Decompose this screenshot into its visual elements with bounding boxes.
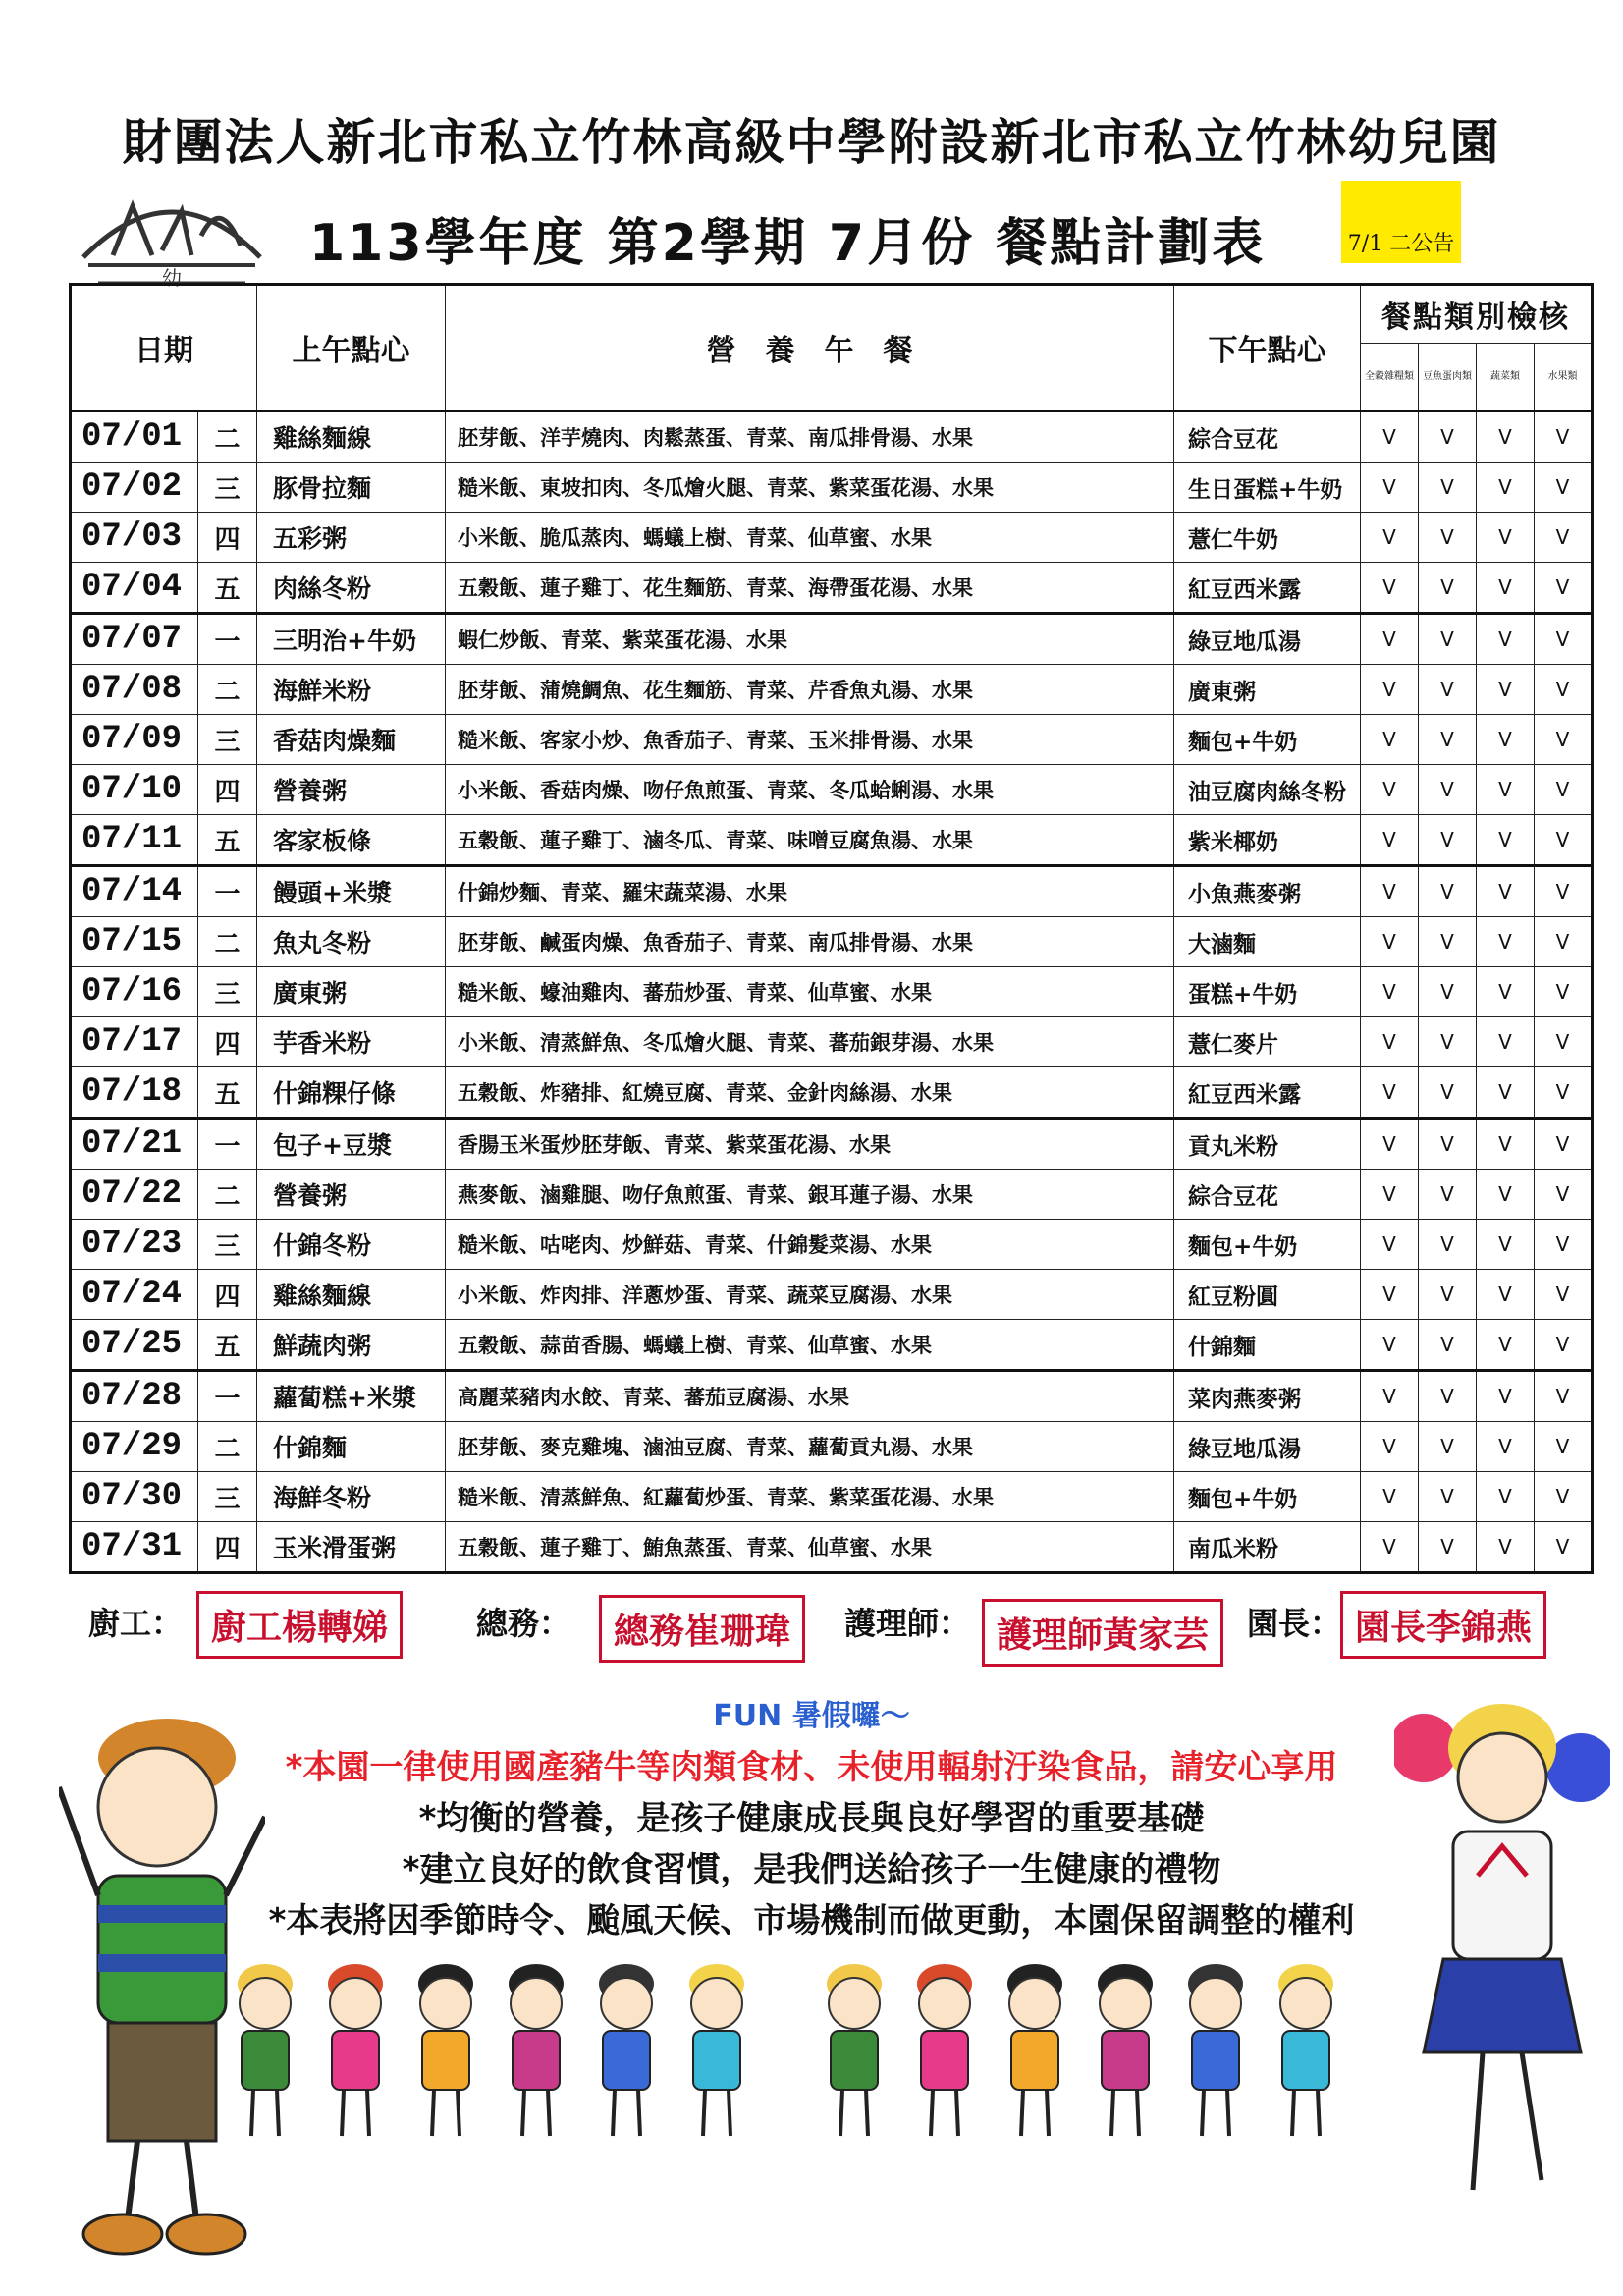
row-check-mark: V: [1361, 1067, 1419, 1119]
row-weekday: 五: [198, 815, 257, 866]
row-morning-snack: 蘿蔔糕+米漿: [257, 1371, 446, 1422]
row-morning-snack: 客家板條: [257, 815, 446, 866]
row-check-mark: V: [1477, 866, 1535, 917]
cook-label: 廚工：: [88, 1605, 184, 1642]
row-date: 07/10: [71, 765, 198, 815]
row-lunch: 胚芽飯、麥克雞塊、滷油豆腐、青菜、蘿蔔貢丸湯、水果: [446, 1422, 1174, 1472]
row-afternoon-snack: 麵包+牛奶: [1174, 715, 1361, 765]
row-check-mark: V: [1535, 1371, 1593, 1422]
child-figure: [1278, 1964, 1333, 2136]
menu-row: [71, 1472, 1593, 1522]
row-date: 07/28: [71, 1371, 198, 1422]
row-check-mark: V: [1477, 1422, 1535, 1472]
slogan-4: *本表將因季節時令、颱風天候、市場機制而做更動，本園保留調整的權利: [268, 1901, 1355, 1941]
row-afternoon-snack: 大滷麵: [1174, 917, 1361, 967]
menu-row: [71, 1270, 1593, 1320]
director-stamp: 園長李錦燕: [1340, 1591, 1546, 1659]
row-morning-snack: 廣東粥: [257, 967, 446, 1017]
row-lunch: 五穀飯、炸豬排、紅燒豆腐、青菜、金針肉絲湯、水果: [446, 1067, 1174, 1119]
menu-row: [71, 815, 1593, 866]
row-check-mark: V: [1477, 463, 1535, 513]
row-check-mark: V: [1535, 866, 1593, 917]
row-weekday: 五: [198, 1067, 257, 1119]
row-afternoon-snack: 紅豆粉圓: [1174, 1270, 1361, 1320]
row-check-mark: V: [1419, 765, 1477, 815]
row-check-mark: V: [1477, 815, 1535, 866]
row-weekday: 二: [198, 411, 257, 463]
row-weekday: 一: [198, 866, 257, 917]
row-morning-snack: 香菇肉燥麵: [257, 715, 446, 765]
row-weekday: 三: [198, 463, 257, 513]
row-check-mark: V: [1477, 1017, 1535, 1067]
row-afternoon-snack: 薏仁牛奶: [1174, 513, 1361, 563]
row-check-mark: V: [1535, 1320, 1593, 1371]
row-afternoon-snack: 綜合豆花: [1174, 1170, 1361, 1220]
row-check-mark: V: [1477, 1522, 1535, 1573]
row-check-mark: V: [1361, 1270, 1419, 1320]
row-date: 07/23: [71, 1220, 198, 1270]
row-check-mark: V: [1477, 1170, 1535, 1220]
row-weekday: 四: [198, 765, 257, 815]
row-check-mark: V: [1419, 665, 1477, 715]
row-lunch: 小米飯、清蒸鮮魚、冬瓜燴火腿、青菜、蕃茄銀芽湯、水果: [446, 1017, 1174, 1067]
row-check-mark: V: [1361, 563, 1419, 614]
child-figure: [599, 1964, 654, 2136]
row-check-mark: V: [1419, 513, 1477, 563]
row-check-mark: V: [1477, 1371, 1535, 1422]
row-lunch: 小米飯、脆瓜蒸肉、螞蟻上樹、青菜、仙草蜜、水果: [446, 513, 1174, 563]
row-check-mark: V: [1477, 1472, 1535, 1522]
admin-label: 總務：: [476, 1605, 571, 1642]
row-afternoon-snack: 廣東粥: [1174, 665, 1361, 715]
menu-table: [69, 283, 1594, 1574]
row-check-mark: V: [1477, 1270, 1535, 1320]
row-check-mark: V: [1361, 614, 1419, 665]
row-date: 07/31: [71, 1522, 198, 1573]
row-check-mark: V: [1535, 1067, 1593, 1119]
row-morning-snack: 雞絲麵線: [257, 1270, 446, 1320]
row-check-mark: V: [1361, 411, 1419, 463]
row-morning-snack: 雞絲麵線: [257, 411, 446, 463]
row-check-mark: V: [1477, 411, 1535, 463]
header-lunch: 營 養 午 餐: [446, 285, 1174, 411]
row-date: 07/17: [71, 1017, 198, 1067]
row-afternoon-snack: 紅豆西米露: [1174, 1067, 1361, 1119]
row-check-mark: V: [1419, 1472, 1477, 1522]
child-figure: [238, 1964, 293, 2136]
row-date: 07/24: [71, 1270, 198, 1320]
row-lunch: 胚芽飯、蒲燒鯛魚、花生麵筋、青菜、芹香魚丸湯、水果: [446, 665, 1174, 715]
row-check-mark: V: [1535, 1119, 1593, 1170]
row-afternoon-snack: 麵包+牛奶: [1174, 1472, 1361, 1522]
row-weekday: 三: [198, 967, 257, 1017]
row-morning-snack: 海鮮米粉: [257, 665, 446, 715]
plan-title: 113學年度 第2學期 7月份 餐點計劃表: [309, 214, 1267, 273]
row-check-mark: V: [1535, 563, 1593, 614]
header-check-grains: 全穀雜糧類: [1361, 344, 1419, 411]
row-afternoon-snack: 綠豆地瓜湯: [1174, 1422, 1361, 1472]
row-lunch: 五穀飯、蓮子雞丁、鮪魚蒸蛋、青菜、仙草蜜、水果: [446, 1522, 1174, 1573]
row-lunch: 糙米飯、咕咾肉、炒鮮菇、青菜、什錦髮菜湯、水果: [446, 1220, 1174, 1270]
child-figure: [827, 1964, 882, 2136]
row-check-mark: V: [1419, 1422, 1477, 1472]
child-figure: [418, 1964, 473, 2136]
row-morning-snack: 鮮蔬肉粥: [257, 1320, 446, 1371]
row-check-mark: V: [1419, 1220, 1477, 1270]
row-afternoon-snack: 菜肉燕麥粥: [1174, 1371, 1361, 1422]
row-check-mark: V: [1419, 1371, 1477, 1422]
row-afternoon-snack: 什錦麵: [1174, 1320, 1361, 1371]
row-check-mark: V: [1477, 665, 1535, 715]
row-weekday: 三: [198, 715, 257, 765]
row-lunch: 糙米飯、蠔油雞肉、蕃茄炒蛋、青菜、仙草蜜、水果: [446, 967, 1174, 1017]
row-morning-snack: 三明治+牛奶: [257, 614, 446, 665]
row-check-mark: V: [1419, 1270, 1477, 1320]
row-date: 07/11: [71, 815, 198, 866]
row-afternoon-snack: 小魚燕麥粥: [1174, 866, 1361, 917]
notice-badge: 7/1 二公告: [1341, 181, 1461, 263]
row-lunch: 糙米飯、客家小炒、魚香茄子、青菜、玉米排骨湯、水果: [446, 715, 1174, 765]
row-check-mark: V: [1477, 614, 1535, 665]
row-check-mark: V: [1361, 463, 1419, 513]
row-weekday: 五: [198, 1320, 257, 1371]
row-check-mark: V: [1419, 815, 1477, 866]
row-afternoon-snack: 紫米椰奶: [1174, 815, 1361, 866]
row-date: 07/16: [71, 967, 198, 1017]
header-check-protein: 豆魚蛋肉類: [1419, 344, 1477, 411]
row-check-mark: V: [1361, 1017, 1419, 1067]
slogan-1: *本園一律使用國產豬牛等肉類食材、未使用輻射汙染食品，請安心享用: [285, 1748, 1338, 1787]
menu-row: [71, 1422, 1593, 1472]
row-morning-snack: 魚丸冬粉: [257, 917, 446, 967]
row-afternoon-snack: 薏仁麥片: [1174, 1017, 1361, 1067]
child-figure: [328, 1964, 383, 2136]
row-check-mark: V: [1419, 563, 1477, 614]
row-check-mark: V: [1419, 1170, 1477, 1220]
row-afternoon-snack: 生日蛋糕+牛奶: [1174, 463, 1361, 513]
row-check-mark: V: [1535, 765, 1593, 815]
child-figure: [917, 1964, 972, 2136]
row-check-mark: V: [1477, 1119, 1535, 1170]
row-check-mark: V: [1477, 513, 1535, 563]
row-weekday: 五: [198, 563, 257, 614]
menu-row: [71, 1320, 1593, 1371]
row-check-mark: V: [1361, 917, 1419, 967]
row-date: 07/09: [71, 715, 198, 765]
menu-row: [71, 1170, 1593, 1220]
row-check-mark: V: [1535, 614, 1593, 665]
header-check-fruit: 水果類: [1535, 344, 1593, 411]
row-check-mark: V: [1361, 665, 1419, 715]
row-check-mark: V: [1535, 411, 1593, 463]
row-check-mark: V: [1361, 1220, 1419, 1270]
signature-area: [79, 1591, 1591, 1679]
row-check-mark: V: [1419, 1320, 1477, 1371]
menu-row: [71, 1522, 1593, 1573]
row-weekday: 二: [198, 917, 257, 967]
row-date: 07/01: [71, 411, 198, 463]
row-date: 07/21: [71, 1119, 198, 1170]
menu-row: [71, 513, 1593, 563]
row-check-mark: V: [1535, 1522, 1593, 1573]
row-weekday: 四: [198, 513, 257, 563]
row-lunch: 小米飯、香菇肉燥、吻仔魚煎蛋、青菜、冬瓜蛤蜊湯、水果: [446, 765, 1174, 815]
row-check-mark: V: [1535, 665, 1593, 715]
row-date: 07/08: [71, 665, 198, 715]
row-morning-snack: 豚骨拉麵: [257, 463, 446, 513]
row-check-mark: V: [1535, 1017, 1593, 1067]
row-weekday: 三: [198, 1220, 257, 1270]
row-check-mark: V: [1361, 765, 1419, 815]
row-morning-snack: 肉絲冬粉: [257, 563, 446, 614]
row-check-mark: V: [1535, 1220, 1593, 1270]
menu-row: [71, 765, 1593, 815]
row-date: 07/22: [71, 1170, 198, 1220]
row-date: 07/30: [71, 1472, 198, 1522]
row-lunch: 蝦仁炒飯、青菜、紫菜蛋花湯、水果: [446, 614, 1174, 665]
header-morning: 上午點心: [257, 285, 446, 411]
menu-row: [71, 967, 1593, 1017]
row-weekday: 三: [198, 1472, 257, 1522]
row-date: 07/29: [71, 1422, 198, 1472]
row-weekday: 二: [198, 1170, 257, 1220]
row-check-mark: V: [1477, 967, 1535, 1017]
menu-row: [71, 917, 1593, 967]
row-lunch: 五穀飯、蓮子雞丁、花生麵筋、青菜、海帶蛋花湯、水果: [446, 563, 1174, 614]
row-afternoon-snack: 南瓜米粉: [1174, 1522, 1361, 1573]
menu-row: [71, 1119, 1593, 1170]
row-check-mark: V: [1535, 1270, 1593, 1320]
row-morning-snack: 營養粥: [257, 1170, 446, 1220]
menu-row: [71, 866, 1593, 917]
row-check-mark: V: [1535, 815, 1593, 866]
child-figure: [1188, 1964, 1243, 2136]
menu-row: [71, 614, 1593, 665]
row-check-mark: V: [1419, 917, 1477, 967]
cartoon-boy-illustration: [59, 1669, 265, 2259]
row-date: 07/25: [71, 1320, 198, 1371]
row-morning-snack: 饅頭+米漿: [257, 866, 446, 917]
logo-text: 幼: [162, 266, 182, 290]
row-weekday: 四: [198, 1270, 257, 1320]
row-check-mark: V: [1419, 715, 1477, 765]
row-check-mark: V: [1419, 967, 1477, 1017]
nurse-label: 護理師：: [844, 1605, 971, 1642]
row-morning-snack: 包子+豆漿: [257, 1119, 446, 1170]
row-check-mark: V: [1535, 1170, 1593, 1220]
row-check-mark: V: [1477, 1220, 1535, 1270]
row-check-mark: V: [1535, 463, 1593, 513]
row-check-mark: V: [1361, 1371, 1419, 1422]
row-check-mark: V: [1535, 967, 1593, 1017]
row-morning-snack: 五彩粥: [257, 513, 446, 563]
row-lunch: 胚芽飯、鹹蛋肉燥、魚香茄子、青菜、南瓜排骨湯、水果: [446, 917, 1174, 967]
row-check-mark: V: [1419, 1067, 1477, 1119]
row-lunch: 香腸玉米蛋炒胚芽飯、青菜、紫菜蛋花湯、水果: [446, 1119, 1174, 1170]
row-check-mark: V: [1535, 513, 1593, 563]
row-morning-snack: 什錦麵: [257, 1422, 446, 1472]
row-date: 07/04: [71, 563, 198, 614]
menu-row: [71, 463, 1593, 513]
menu-row: [71, 1371, 1593, 1422]
row-check-mark: V: [1361, 1170, 1419, 1220]
header-afternoon: 下午點心: [1174, 285, 1361, 411]
row-check-mark: V: [1361, 1320, 1419, 1371]
row-check-mark: V: [1477, 1067, 1535, 1119]
row-date: 07/02: [71, 463, 198, 513]
slogan-2: *均衡的營養，是孩子健康成長與良好學習的重要基礎: [418, 1799, 1205, 1838]
row-morning-snack: 什錦粿仔條: [257, 1067, 446, 1119]
child-figure: [1007, 1964, 1062, 2136]
row-date: 07/14: [71, 866, 198, 917]
row-morning-snack: 什錦冬粉: [257, 1220, 446, 1270]
fun-summer-text: FUN 暑假囉～: [713, 1699, 910, 1733]
row-check-mark: V: [1361, 866, 1419, 917]
row-weekday: 二: [198, 665, 257, 715]
row-check-mark: V: [1361, 715, 1419, 765]
header-check-veg: 蔬菜類: [1477, 344, 1535, 411]
row-check-mark: V: [1361, 1422, 1419, 1472]
row-lunch: 什錦炒麵、青菜、羅宋蔬菜湯、水果: [446, 866, 1174, 917]
row-lunch: 糙米飯、清蒸鮮魚、紅蘿蔔炒蛋、青菜、紫菜蛋花湯、水果: [446, 1472, 1174, 1522]
row-check-mark: V: [1419, 1522, 1477, 1573]
menu-row: [71, 715, 1593, 765]
school-name: 財團法人新北市私立竹林高級中學附設新北市私立竹林幼兒園: [122, 114, 1501, 171]
row-check-mark: V: [1419, 1119, 1477, 1170]
row-weekday: 一: [198, 1119, 257, 1170]
menu-row: [71, 665, 1593, 715]
row-morning-snack: 海鮮冬粉: [257, 1472, 446, 1522]
row-check-mark: V: [1477, 563, 1535, 614]
school-logo: [74, 177, 270, 295]
row-check-mark: V: [1477, 1320, 1535, 1371]
row-lunch: 胚芽飯、洋芋燒肉、肉鬆蒸蛋、青菜、南瓜排骨湯、水果: [446, 411, 1174, 463]
row-check-mark: V: [1477, 715, 1535, 765]
row-morning-snack: 芋香米粉: [257, 1017, 446, 1067]
slogan-3: *建立良好的飲食習慣，是我們送給孩子一生健康的禮物: [402, 1850, 1221, 1889]
row-afternoon-snack: 油豆腐肉絲冬粉: [1174, 765, 1361, 815]
row-morning-snack: 玉米滑蛋粥: [257, 1522, 446, 1573]
director-label: 園長：: [1247, 1605, 1342, 1642]
header-check-title: 餐點類別檢核: [1361, 285, 1593, 344]
row-check-mark: V: [1535, 917, 1593, 967]
menu-row: [71, 411, 1593, 463]
row-weekday: 一: [198, 614, 257, 665]
row-check-mark: V: [1419, 866, 1477, 917]
child-figure: [689, 1964, 744, 2136]
menu-row: [71, 563, 1593, 614]
row-afternoon-snack: 蛋糕+牛奶: [1174, 967, 1361, 1017]
row-check-mark: V: [1419, 614, 1477, 665]
row-check-mark: V: [1419, 411, 1477, 463]
row-check-mark: V: [1535, 1422, 1593, 1472]
cook-stamp: 廚工楊轉娣: [196, 1591, 403, 1659]
row-check-mark: V: [1361, 1472, 1419, 1522]
row-lunch: 五穀飯、蓮子雞丁、滷冬瓜、青菜、味噌豆腐魚湯、水果: [446, 815, 1174, 866]
row-afternoon-snack: 貢丸米粉: [1174, 1119, 1361, 1170]
row-check-mark: V: [1535, 715, 1593, 765]
row-afternoon-snack: 綠豆地瓜湯: [1174, 614, 1361, 665]
row-date: 07/18: [71, 1067, 198, 1119]
row-morning-snack: 營養粥: [257, 765, 446, 815]
row-lunch: 燕麥飯、滷雞腿、吻仔魚煎蛋、青菜、銀耳蓮子湯、水果: [446, 1170, 1174, 1220]
menu-row: [71, 1220, 1593, 1270]
header-date: 日期: [71, 285, 257, 411]
nurse-stamp: 護理師黃家芸: [982, 1599, 1223, 1667]
row-lunch: 高麗菜豬肉水餃、青菜、蕃茄豆腐湯、水果: [446, 1371, 1174, 1422]
row-check-mark: V: [1361, 1119, 1419, 1170]
row-check-mark: V: [1361, 1522, 1419, 1573]
child-figure: [509, 1964, 564, 2136]
menu-row: [71, 1017, 1593, 1067]
row-check-mark: V: [1361, 513, 1419, 563]
row-afternoon-snack: 綜合豆花: [1174, 411, 1361, 463]
row-afternoon-snack: 紅豆西米露: [1174, 563, 1361, 614]
row-check-mark: V: [1361, 967, 1419, 1017]
row-date: 07/03: [71, 513, 198, 563]
menu-row: [71, 1067, 1593, 1119]
row-check-mark: V: [1477, 765, 1535, 815]
row-check-mark: V: [1419, 463, 1477, 513]
row-lunch: 糙米飯、東坡扣肉、冬瓜燴火腿、青菜、紫菜蛋花湯、水果: [446, 463, 1174, 513]
row-date: 07/07: [71, 614, 198, 665]
row-date: 07/15: [71, 917, 198, 967]
row-lunch: 五穀飯、蒜苗香腸、螞蟻上樹、青菜、仙草蜜、水果: [446, 1320, 1174, 1371]
cartoon-cheerleader-illustration: [1394, 1660, 1610, 2249]
row-weekday: 四: [198, 1522, 257, 1573]
child-figure: [1098, 1964, 1153, 2136]
row-check-mark: V: [1419, 1017, 1477, 1067]
row-weekday: 二: [198, 1422, 257, 1472]
row-afternoon-snack: 麵包+牛奶: [1174, 1220, 1361, 1270]
row-lunch: 小米飯、炸肉排、洋蔥炒蛋、青菜、蔬菜豆腐湯、水果: [446, 1270, 1174, 1320]
row-check-mark: V: [1361, 815, 1419, 866]
admin-stamp: 總務崔珊瑋: [599, 1595, 805, 1663]
row-check-mark: V: [1535, 1472, 1593, 1522]
row-weekday: 一: [198, 1371, 257, 1422]
row-weekday: 四: [198, 1017, 257, 1067]
row-check-mark: V: [1477, 917, 1535, 967]
cartoon-children-group-illustration: [236, 1954, 1384, 2151]
